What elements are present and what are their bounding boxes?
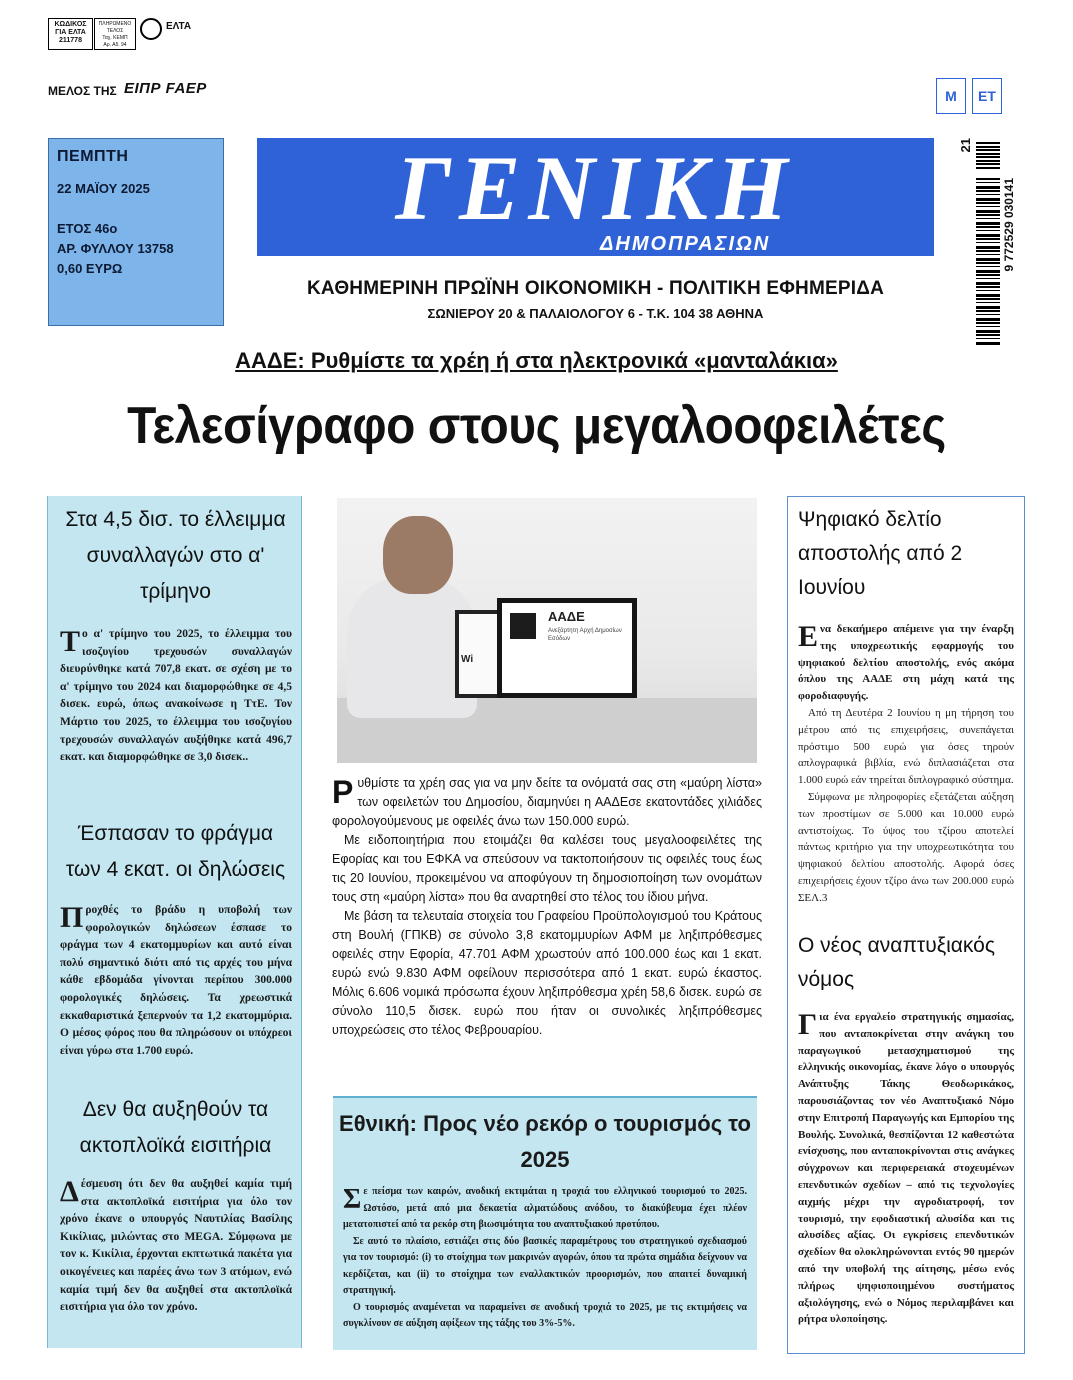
photo-side-monitor-text: Wi xyxy=(461,654,474,665)
issue-day: ΠΕΜΠΤΗ xyxy=(57,148,129,165)
postal-code-line2: ΓΙΑ ΕΛΤΑ xyxy=(55,29,86,36)
right-article2-body xyxy=(798,1009,1014,1328)
lead-p1-text: υθμίστε τα χρέη σας για να μην δείτε τα ονόματά σας στη «μαύρη λίστα» των οφειλετών του Δημοσίου, διαμηνύει η ΑΑΔΕσε εκατοντάδες χιλιάδες φορολογούμενους με οφειλές άνω των 150.000 ευρώ. xyxy=(332,776,762,828)
barcode-issue-code: 21 xyxy=(958,138,973,153)
masthead-tagline: ΚΑΘΗΜΕΡΙΝΗ ΠΡΩΪΝΗ ΟΙΚΟΝΟΜΙΚΗ - ΠΟΛΙΤΙΚΗ ΕΦΗΜΕΡΙΔΑ xyxy=(306,278,885,299)
tourism-p1-text: ε πείσμα των καιρών, ανοδική εκτιμάται η τροχιά του ελληνικού τουρισμού το 2025. Ωστόσο, μετά από μια δεκαετία αλματώδους ανόδου, το διακύβευμα έχει πλέον μετατοπιστεί από τα ρεκόρ στη βιωσιμότητα του αναπτυξιακού προτύπου. xyxy=(343,1186,747,1230)
left-column xyxy=(47,496,302,1348)
lead-paragraph-2: Με ειδοποιητήρια που ετοιμάζει θα καλέσει τους μεγαλοοφειλέτες της Εφορίας και του ΕΦΚΑ να σπεύσουν να τακτοποιήσουν τις οφειλές τους έως τις 20 Ιουνίου, προκειμένου να αποφύγουν τη δημοσιοποίηση των ονομάτων τους στη «μαύρη λίστα» που θα αναρτηθεί στο τέλος του ίδιου μήνα. xyxy=(332,833,762,904)
postal-paid-box xyxy=(94,18,136,50)
barcode-number: 9 772529 030141 xyxy=(1002,178,1016,272)
faep-logo: ΕΙΠΡ FAEP xyxy=(124,80,207,97)
elta-label: ΕΛΤΑ xyxy=(166,21,192,32)
left-article1-dropcap: Τ xyxy=(60,625,81,658)
postal-code-box xyxy=(48,18,93,50)
left-article2-headline: Έσπασαν το φράγμα των 4 εκατ. οι δηλώσεις xyxy=(65,822,286,881)
left-article1-text: ο α' τρίμηνο του 2025, το έλλειμμα του ισοζυγίου τρεχουσών συναλλαγών διευρύνθηκε κατά 707,8 εκατ. σε σχέση με το α' τρίμηνο του 2024 και διαμορφώθηκε σε 4,5 δισεκ. ευρώ, όπως ανακοίνωσε η ΤτΕ. Τον Μάρτιο του 2025, το έλλειμμα του ισοζυγίου τρεχουσών συναλλαγών αυξήθηκε κατά 496,7 εκατ. και διαμορφώθηκε σε 3,0 δισεκ.. xyxy=(60,628,292,764)
elta-logo-icon xyxy=(140,18,162,40)
lead-photo xyxy=(337,498,757,763)
tourism-box xyxy=(333,1096,757,1350)
barcode-bars xyxy=(976,178,1000,346)
right-article1-paragraph-2: Από τη Δευτέρα 2 Ιουνίου η μη τήρηση του μέτρου από τις επιχειρήσεις, συνεπάγεται πρόστιμο 500 ευρώ για όσες τηρούν απλογραφικά βιβλία, ενώ διπλασιάζεται στα 1.000 ευρώ εάν τηρείται διπλογραφικό σύστημα. xyxy=(798,706,1014,787)
lead-headline: Τελεσίγραφο στους μεγαλοοφειλέτες xyxy=(127,397,946,455)
barcode xyxy=(958,138,1022,350)
left-article2-text: ροχθές το βράδυ η υποβολή των φορολογικών δηλώσεων έσπασε το φράγμα των 4 εκατομμυρίων και αυτό είναι πολύ σημαντικό διότι από τις αρχές του μήνα κάθε εβδομάδα γίνονται περίπου 300.000 φορολογικές δηλώσεις. Τα χρεωστικά εκκαθαριστικά ξεπερνούν τα 1,2 εκατομμύρια. Ο μέσος φόρος που θα πληρώσουν οι υπόχρεοι είναι γύρω στα 1.700 ευρώ. xyxy=(60,904,292,1057)
left-article3-dropcap: Δ xyxy=(60,1175,79,1208)
left-article3-body xyxy=(60,1176,292,1317)
masthead-subtitle: ΔΗΜΟΠΡΑΣΙΩΝ xyxy=(600,233,771,255)
left-article2-dropcap: Π xyxy=(60,901,84,934)
tourism-body xyxy=(343,1184,747,1333)
tourism-headline: Εθνική: Προς νέο ρεκόρ ο τουρισμός το 2025 xyxy=(339,1111,751,1172)
met-badge xyxy=(932,72,1012,118)
right-article1-dropcap: Ε xyxy=(798,620,819,653)
left-article1-body xyxy=(60,626,292,767)
postal-paid-line1: ΠΛΗΡΩΜΕΝΟ xyxy=(98,21,132,27)
right-article2-headline: Ο νέος αναπτυξιακός νόμος xyxy=(798,934,995,991)
lead-paragraph-1 xyxy=(332,774,762,831)
barcode-addon-bars xyxy=(976,142,1000,170)
right-article2-text: ια ένα εργαλείο στρατηγικής σημασίας, που ανταποκρίνεται στην ανάγκη του παραγωγικού μετασχηματισμού της ελληνικής οικονομίας, έκανε λόγο ο υπουργός Ανάπτυξης Τάκης Θεοδωρικάκος, παρουσιάζοντας τον νέο Αναπτυξιακό Νόμο στην Επιτροπή Παραγωγής και Εμπορίου της Βουλής. Συνολικά, θεσπίζονται 12 καθεστώτα ενίσχυσης, που ανταποκρίνονται στις ανάγκες σύγχρονων και περιφερειακά στοχευμένων επενδυτικών σχεδίων – από τις τεχνολογίες αιχμής μέχρι την αγροδιατροφή, τον τουρισμό, την εφοδιαστική αλυσίδα και τις αλυσίδες αξίας. Οι εγκρίσεις επενδυτικών σχεδίων θα ολοκληρώνονται εντός 90 ημερών από την υποβολή της αίτησης, μέσω ενός πλήρως ψηφιοποιημένου συστήματος αξιολόγησης, ενώ ο Νόμος περιλαμβάνει και ρήτρα υλοποίησης. xyxy=(798,1011,1014,1326)
left-article1-headline: Στα 4,5 δισ. το έλλειμμα συναλλαγών στο α' τρίμηνο xyxy=(65,508,286,603)
left-article3-headline: Δεν θα αυξηθούν τα ακτοπλοϊκά εισιτήρια xyxy=(79,1098,272,1157)
right-article1-p1-text: να δεκαήμερο απέμεινε για την έναρξη της υποχρεωτικής εφαρμογής του ψηφιακού δελτίου αποστολής, ενός ακόμα όπλου της ΑΑΔΕ στη μάχη κατά της φοροδιαφυγής. xyxy=(798,623,1014,703)
photo-monitor xyxy=(497,598,637,698)
right-article1-paragraph-3: Σύμφωνα με πληροφορίες εξετάζεται αύξηση των προστίμων σε 5.000 και 10.000 ευρώ αντιστοίχως. Το ύψος του τζίρου αποτελεί πάντως κριτήριο για την υποχρεωτικότητα του ψηφιακού δελτίου αποστολής. Αφορά όσες επιχειρήσεις έχουν τζίρο άνω των 200.000 ευρώ ΣΕΛ.3 xyxy=(798,790,1014,904)
issue-number: ΑΡ. ΦΥΛΛΟΥ 13758 xyxy=(57,241,174,256)
aade-logo-icon xyxy=(510,613,536,639)
issue-date: 22 ΜΑΪΟΥ 2025 xyxy=(57,181,150,196)
tourism-paragraph-3: Ο τουρισμός αναμένεται να παραμείνει σε ανοδική τροχιά το 2025, με τις εκτιμήσεις να συγκλίνουν σε αύξηση αφίξεων της τάξης του 3%-5%. xyxy=(343,1301,747,1329)
masthead-title: ΓΕΝΙΚΗ xyxy=(395,137,796,239)
photo-monitor-title: ΑΑΔΕ xyxy=(548,609,585,624)
issue-price: 0,60 ΕΥΡΩ xyxy=(57,261,123,276)
right-article1-paragraph-1 xyxy=(798,621,1014,705)
photo-person-head xyxy=(383,516,453,594)
met-badge-right: ΕΤ xyxy=(972,78,1002,114)
left-article3-text: έσμευση ότι δεν θα αυξηθεί καμία τιμή στα ακτοπλοϊκά εισιτήρια για όλο τον χρόνο έκανε ο υπουργός Ναυτιλίας Βασίλης Κικίλιας, μιλώντας στο MEGA. Σύμφωνα με τον κ. Κικίλια, έρχονται εκπτωτικά πακέτα για οικογένειες και παρέες άνω των 3 ατόμων, ενώ καμία τιμή δεν θα αυξηθεί στα ακτοπλοϊκά εισιτήρια για όλο τον χρόνο. xyxy=(60,1178,292,1314)
right-article1-headline: Ψηφιακό δελτίο αποστολής από 2 Ιουνίου xyxy=(798,508,963,599)
issue-info-box xyxy=(48,138,224,326)
lead-article-body xyxy=(332,774,762,1040)
tourism-dropcap: Σ xyxy=(343,1184,362,1215)
met-badge-left: Μ xyxy=(936,78,966,114)
postal-paid-line3: Ταχ. ΚΕΜΠ xyxy=(102,35,128,41)
left-article2-body xyxy=(60,902,292,1060)
lead-dropcap: Ρ xyxy=(332,774,354,810)
lead-kicker: ΑΑΔΕ: Ρυθμίστε τα χρέη ή στα ηλεκτρονικά «μανταλάκια» xyxy=(235,348,838,373)
postal-code-line1: ΚΩΔΙΚΟΣ xyxy=(54,21,87,28)
lead-paragraph-3: Με βάση τα τελευταία στοιχεία του Γραφείου Προϋπολογισμού του Κράτους στη Βουλή (ΓΠΚΒ) σε σύνολο 3,8 εκατομμυρίων ΑΦΜ με ληξιπρόθεσμες οφειλές στην Εφορία, 47.701 ΑΦΜ χρωστούν από 100.000 έως και 1 εκατ. ευρώ ενώ 9.830 ΑΦΜ οφείλουν περισσότερα από 1 εκατ. ευρώ έκαστος. Μόλις 6.606 νομικά πρόσωπα έχουν ληξιπρόθεσμα χρέη 58,6 δισεκ. ευρώ σε σύνολο 110,5 δισεκ. ευρώ που ήταν οι συνολικές ληξιπρόθεσμες υποχρεώσεις στο τέλος Φεβρουαρίου. xyxy=(332,909,762,1037)
issue-year: ΕΤΟΣ 46ο xyxy=(57,221,118,236)
photo-monitor-subtitle: Ανεξάρτητη Αρχή Δημοσίων Εσόδων xyxy=(548,628,622,642)
right-column xyxy=(787,496,1025,1354)
masthead-address: ΣΩΝΙΕΡΟΥ 20 & ΠΑΛΑΙΟΛΟΓΟΥ 6 - Τ.Κ. 104 38 ΑΘΗΝΑ xyxy=(427,306,764,321)
member-label: ΜΕΛΟΣ ΤΗΣ xyxy=(48,84,117,98)
postal-code-line3: 211778 xyxy=(59,37,82,44)
postal-paid-line2: ΤΕΛΟΣ xyxy=(106,28,124,34)
right-article1-body xyxy=(798,621,1014,907)
tourism-paragraph-2: Σε αυτό το πλαίσιο, εστιάζει στις δύο βασικές παραμέτρους του στρατηγικού σχεδιασμού για τον τουρισμό: (i) το στοίχημα των μακρινών αγορών, όπου τα πρώτα σημάδια δείχνουν να κερδίζεται, και (ii) το στοίχημα των εναλλακτικών προορισμών, που απαιτεί δυναμική στρατηγική. xyxy=(343,1235,747,1296)
tourism-paragraph-1 xyxy=(343,1184,747,1234)
postal-paid-line4: Αρ. Αδ. 94 xyxy=(103,42,127,48)
right-article2-dropcap: Γ xyxy=(798,1008,818,1041)
